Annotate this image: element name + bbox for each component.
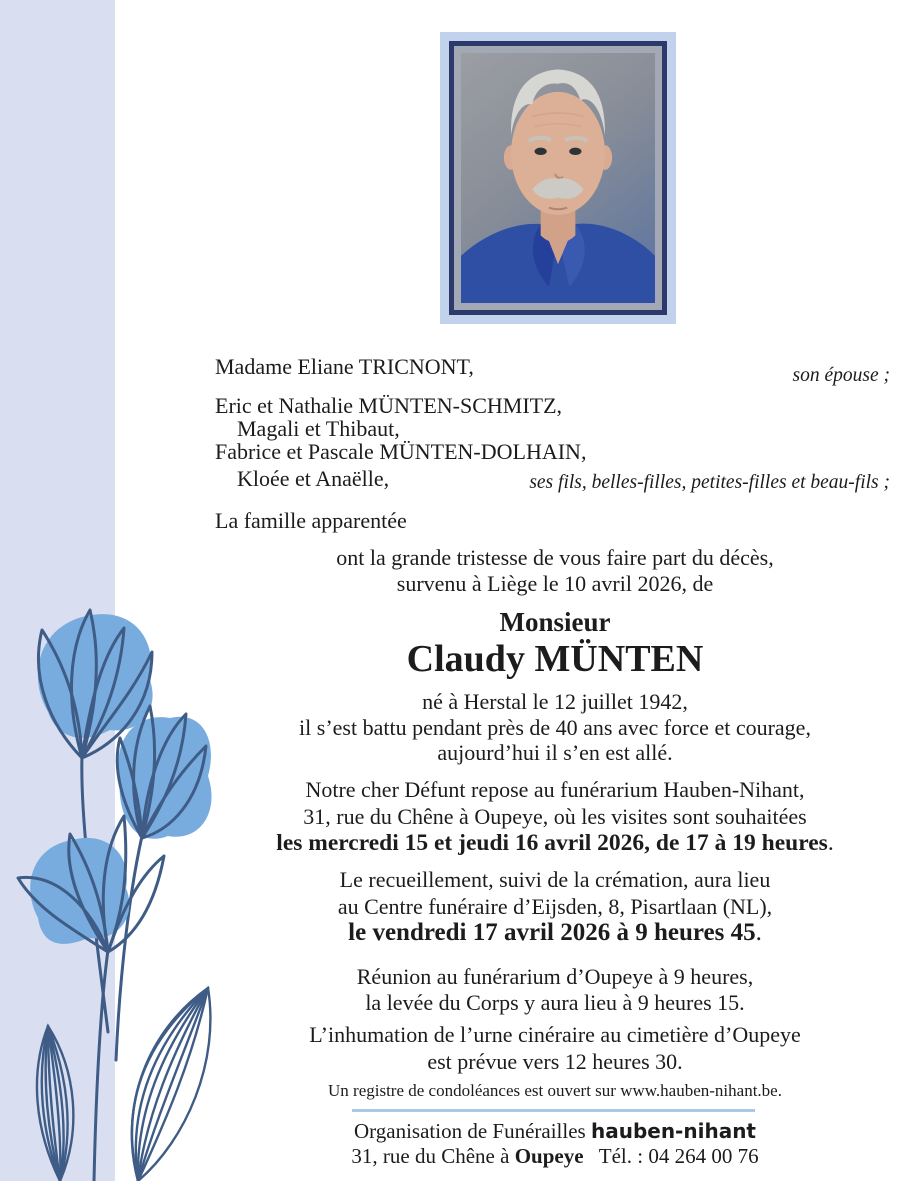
cremation-date-period: . [755, 919, 762, 946]
portrait-frame [440, 32, 676, 324]
inhumation-line-2: est prévue vers 12 heures 30. [427, 1048, 683, 1074]
reunion-line-1: Réunion au funérarium d’Oupeye à 9 heures, [356, 964, 754, 989]
inhumation-line-1: L’inhumation de l’urne cinéraire au cimetière d’Oupeye [309, 1022, 801, 1047]
reunion-block [192, 964, 918, 1016]
repose-block [192, 777, 918, 857]
children-relation-label: ses fils, belles-filles, petites-filles et beau-fils ; [529, 472, 890, 493]
honorific: Monsieur [499, 607, 611, 637]
footer-divider [352, 1109, 755, 1112]
footer-address-line [192, 1144, 918, 1169]
footer-phone: Tél. : 04 264 00 76 [598, 1144, 759, 1168]
intro-line-1: ont la grande tristesse de vous faire part du décès, [336, 545, 774, 570]
cremation-line-1: Le recueillement, suivi de la crémation, aura lieu [339, 867, 771, 892]
child-line-4-row [215, 467, 890, 494]
visits-date-period: . [827, 830, 834, 856]
cremation-block [192, 866, 918, 920]
footer-address-city: Oupeye [514, 1144, 584, 1168]
family-names-block [192, 354, 918, 532]
child-line-1: Eric et Nathalie MÜNTEN-SCHMITZ, [215, 393, 563, 418]
deceased-name: Claudy MÜNTEN [406, 638, 704, 680]
reunion-line-2: la levée du Corps y aura lieu à 9 heures 15. [365, 990, 745, 1015]
eye-right [569, 148, 581, 155]
child-line-4: Kloée et Anaëlle, [237, 466, 390, 491]
register-line: Un registre de condoléances est ouvert sur www.hauben-nihant.be. [328, 1081, 782, 1100]
footer-address-prefix: 31, rue du Chêne à [351, 1144, 510, 1168]
cremation-date-line [192, 918, 918, 948]
portrait-photo [461, 53, 655, 303]
intro-block [192, 545, 918, 597]
funeral-home-logo: hauben-nihant [590, 1119, 756, 1143]
child-line-3: Fabrice et Pascale MÜNTEN-DOLHAIN, [215, 439, 587, 464]
children-lines [215, 394, 890, 532]
intro-line-2: survenu à Liège le 10 avril 2026, de [396, 571, 714, 596]
spouse-name: Madame Eliane TRICNONT, [215, 354, 474, 379]
visits-date-line [192, 830, 918, 857]
leaf-left-icon [37, 1026, 73, 1181]
tribute-line-2: aujourd’hui il s’en est allé. [437, 740, 673, 765]
inhumation-block [192, 1022, 918, 1075]
organisation-label: Organisation de Funérailles [353, 1119, 586, 1143]
spouse-relation-label: son épouse ; [792, 365, 890, 386]
portrait-mat [449, 41, 667, 315]
footer-block [192, 1119, 918, 1169]
cremation-date-bold: le vendredi 17 avril 2026 à 9 heures 45 [348, 919, 756, 946]
child-line-2: Magali et Thibaut, [237, 416, 400, 441]
repose-line-2: 31, rue du Chêne à Oupeye, où les visites sont souhaitées [303, 803, 807, 829]
deceased-title-block [192, 605, 918, 679]
bio-block [192, 689, 918, 766]
cremation-line-2: au Centre funéraire d’Eijsden, 8, Pisartlaan (NL), [337, 894, 773, 919]
tribute-line-1: il s’est battu pendant près de 40 ans avec force et courage, [299, 714, 811, 740]
birth-line: né à Herstal le 12 juillet 1942, [422, 689, 688, 714]
visits-date-bold: les mercredi 15 et jeudi 16 avril 2026, de 17 à 19 heures [276, 830, 828, 856]
eye-left [535, 148, 547, 155]
footer-organisation-line [192, 1119, 918, 1144]
extended-family-line: La famille apparentée [215, 508, 407, 533]
repose-line-1: Notre cher Défunt repose au funérarium Hauben-Nihant, [305, 777, 805, 802]
spouse-line [215, 354, 890, 386]
